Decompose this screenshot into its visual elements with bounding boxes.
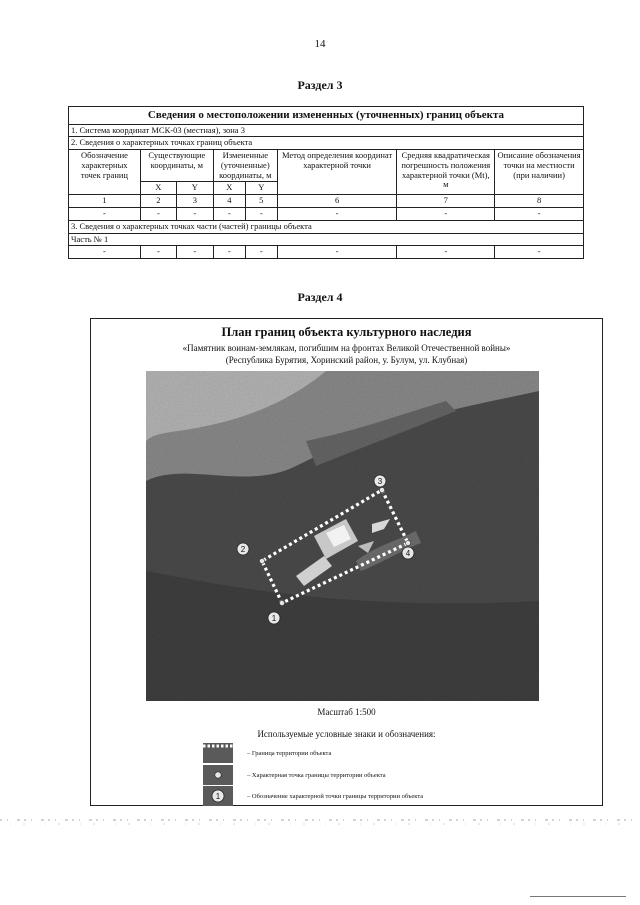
table-cell: - (245, 246, 277, 259)
table-cell: - (213, 246, 245, 259)
header-point-designation: Обозначение характерных точек границ (69, 150, 141, 195)
part-points-line: 3. Сведения о характерных точках части (частей) границы объекта (69, 220, 584, 233)
table-cell: 3 (176, 195, 213, 208)
plan-subtitle: «Памятник воинам-землякам, погибшим на фронтах Великой Отечественной войны» (182, 343, 511, 353)
table-cell: - (277, 208, 397, 221)
legend-item-marker (203, 786, 423, 806)
header-error: Средняя квадратическая погрешность положения характерной точки (Mt), м (397, 150, 495, 195)
header-description: Описание обозначения точки на местности (при наличии) (495, 150, 584, 195)
boundary-point-icon (203, 765, 233, 785)
header-changed-coords: Измененные (уточненные) координаты, м (213, 150, 277, 182)
legend-text: – Граница территории объекта (247, 750, 331, 757)
scan-artifact (0, 816, 640, 826)
point-number-4: 4 (405, 549, 411, 558)
header-y: Y (176, 182, 213, 195)
scan-artifact (530, 896, 626, 897)
table-cell: - (140, 246, 176, 259)
boundary-line-icon (203, 743, 233, 763)
part-label: Часть № 1 (69, 233, 584, 246)
point-number-1: 1 (271, 614, 277, 623)
coordinate-system-line: 1. Система координат МСК-03 (местная), зона 3 (69, 124, 584, 137)
table-row (69, 208, 584, 221)
section-4-heading: Раздел 4 (297, 290, 343, 304)
table-cell: - (277, 246, 397, 259)
header-y: Y (245, 182, 277, 195)
header-method: Метод определения координат характерной точки (277, 150, 397, 195)
boundary-plan-frame (90, 318, 603, 806)
legend-text: – Обозначение характерной точки границы территории объекта (247, 793, 423, 800)
plan-location: (Республика Бурятия, Хоринский район, у. Булум, ул. Клубная) (225, 355, 468, 365)
header-existing-coords: Существующие координаты, м (140, 150, 213, 182)
table-cell: - (176, 246, 213, 259)
table-cell: 1 (69, 195, 141, 208)
table-cell: 2 (140, 195, 176, 208)
table-cell: 8 (495, 195, 584, 208)
point-number-marker (402, 547, 414, 559)
table-cell: - (495, 208, 584, 221)
legend-text: – Характерная точка границы территории объекта (247, 772, 386, 779)
point-marker-icon (203, 786, 233, 806)
table-cell: - (140, 208, 176, 221)
table-row (69, 246, 584, 259)
point-number-marker (374, 475, 386, 487)
point-number-marker (268, 612, 280, 624)
point-number-2: 2 (240, 545, 246, 554)
points-info-line: 2. Сведения о характерных точках границ объекта (69, 137, 584, 150)
table-cell: 7 (397, 195, 495, 208)
section-3-heading: Раздел 3 (297, 78, 343, 92)
table-cell: - (69, 208, 141, 221)
boundary-info-table (68, 106, 584, 259)
table-cell: - (397, 246, 495, 259)
table-title: Сведения о местоположении измененных (уточненных) границ объекта (69, 107, 584, 125)
table-cell: - (213, 208, 245, 221)
legend-title: Используемые условные знаки и обозначения: (257, 729, 436, 739)
header-x: X (213, 182, 245, 195)
legend-item-boundary (203, 743, 331, 763)
point-number-marker (237, 543, 249, 555)
table-cell: - (69, 246, 141, 259)
header-x: X (140, 182, 176, 195)
legend-marker-number: 1 (215, 792, 221, 801)
table-cell: 4 (213, 195, 245, 208)
table-cell: - (245, 208, 277, 221)
table-cell: - (397, 208, 495, 221)
table-cell: - (176, 208, 213, 221)
table-cell: - (495, 246, 584, 259)
table-row (69, 195, 584, 208)
point-number-3: 3 (377, 477, 383, 486)
scale-label: Масштаб 1:500 (317, 707, 376, 717)
table-cell: 5 (245, 195, 277, 208)
page-number: 14 (314, 38, 326, 50)
table-cell: 6 (277, 195, 397, 208)
legend-item-point (203, 765, 386, 785)
satellite-map (146, 371, 539, 701)
plan-title: План границ объекта культурного наследия (221, 325, 472, 339)
